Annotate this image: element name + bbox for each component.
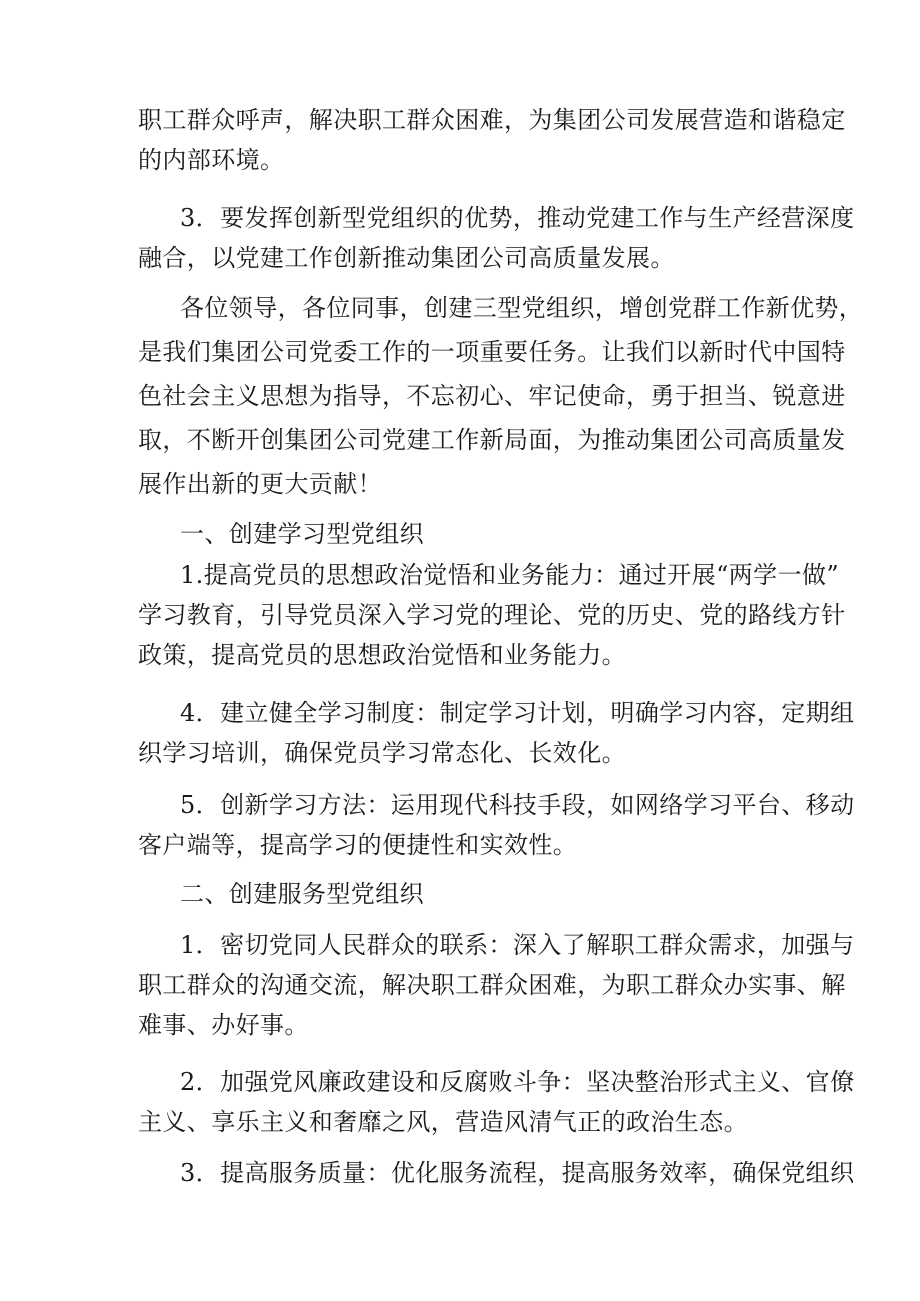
text-line: 3．要发挥创新型党组织的优势，推动党建工作与生产经营深度 [180, 204, 855, 232]
text-line: 融合，以党建工作创新推动集团公司高质量发展。 [138, 244, 675, 272]
text-line: 客户端等，提高学习的便捷性和实效性。 [138, 831, 578, 859]
section-heading: 一、创建学习型党组织 [180, 520, 424, 548]
text-line: 主义、享乐主义和奢靡之风，营造风清气正的政治生态。 [138, 1108, 748, 1136]
text-line: 织学习培训，确保党员学习常态化、长效化。 [138, 739, 626, 767]
text-line: 1．密切党同人民群众的联系：深入了解职工群众需求，加强与 [180, 931, 855, 959]
text-line: 1.提高党员的思想政治觉悟和业务能力：通过开展“两学一做” [180, 561, 840, 589]
text-line: 4．建立健全学习制度：制定学习计划，明确学习内容，定期组 [180, 699, 855, 727]
text-line: 职工群众呼声，解决职工群众困难，为集团公司发展营造和谐稳定 [138, 106, 846, 134]
text-line: 取，不断开创集团公司党建工作新局面，为推动集团公司高质量发 [138, 426, 846, 454]
text-line: 是我们集团公司党委工作的一项重要任务。让我们以新时代中国特 [138, 338, 846, 366]
text-line: 职工群众的沟通交流，解决职工群众困难，为职工群众办实事、解 [138, 971, 846, 999]
text-line: 色社会主义思想为指导，不忘初心、牢记使命，勇于担当、锐意进 [138, 382, 846, 410]
text-line: 3．提高服务质量：优化服务流程，提高服务效率，确保党组织 [180, 1159, 855, 1187]
text-line: 2．加强党风廉政建设和反腐败斗争：坚决整治形式主义、官僚 [180, 1068, 855, 1096]
text-line: 展作出新的更大贡献！ [138, 470, 382, 498]
text-line: 学习教育，引导党员深入学习党的理论、党的历史、党的路线方针 [138, 601, 846, 629]
text-line: 政策，提高党员的思想政治觉悟和业务能力。 [138, 641, 626, 669]
text-line: 难事、办好事。 [138, 1011, 309, 1039]
text-line: 的内部环境。 [138, 146, 285, 174]
section-heading: 二、创建服务型党组织 [180, 880, 424, 908]
text-line: 各位领导，各位同事，创建三型党组织，增创党群工作新优势， [180, 294, 864, 322]
text-line: 5．创新学习方法：运用现代科技手段，如网络学习平台、移动 [180, 791, 855, 819]
